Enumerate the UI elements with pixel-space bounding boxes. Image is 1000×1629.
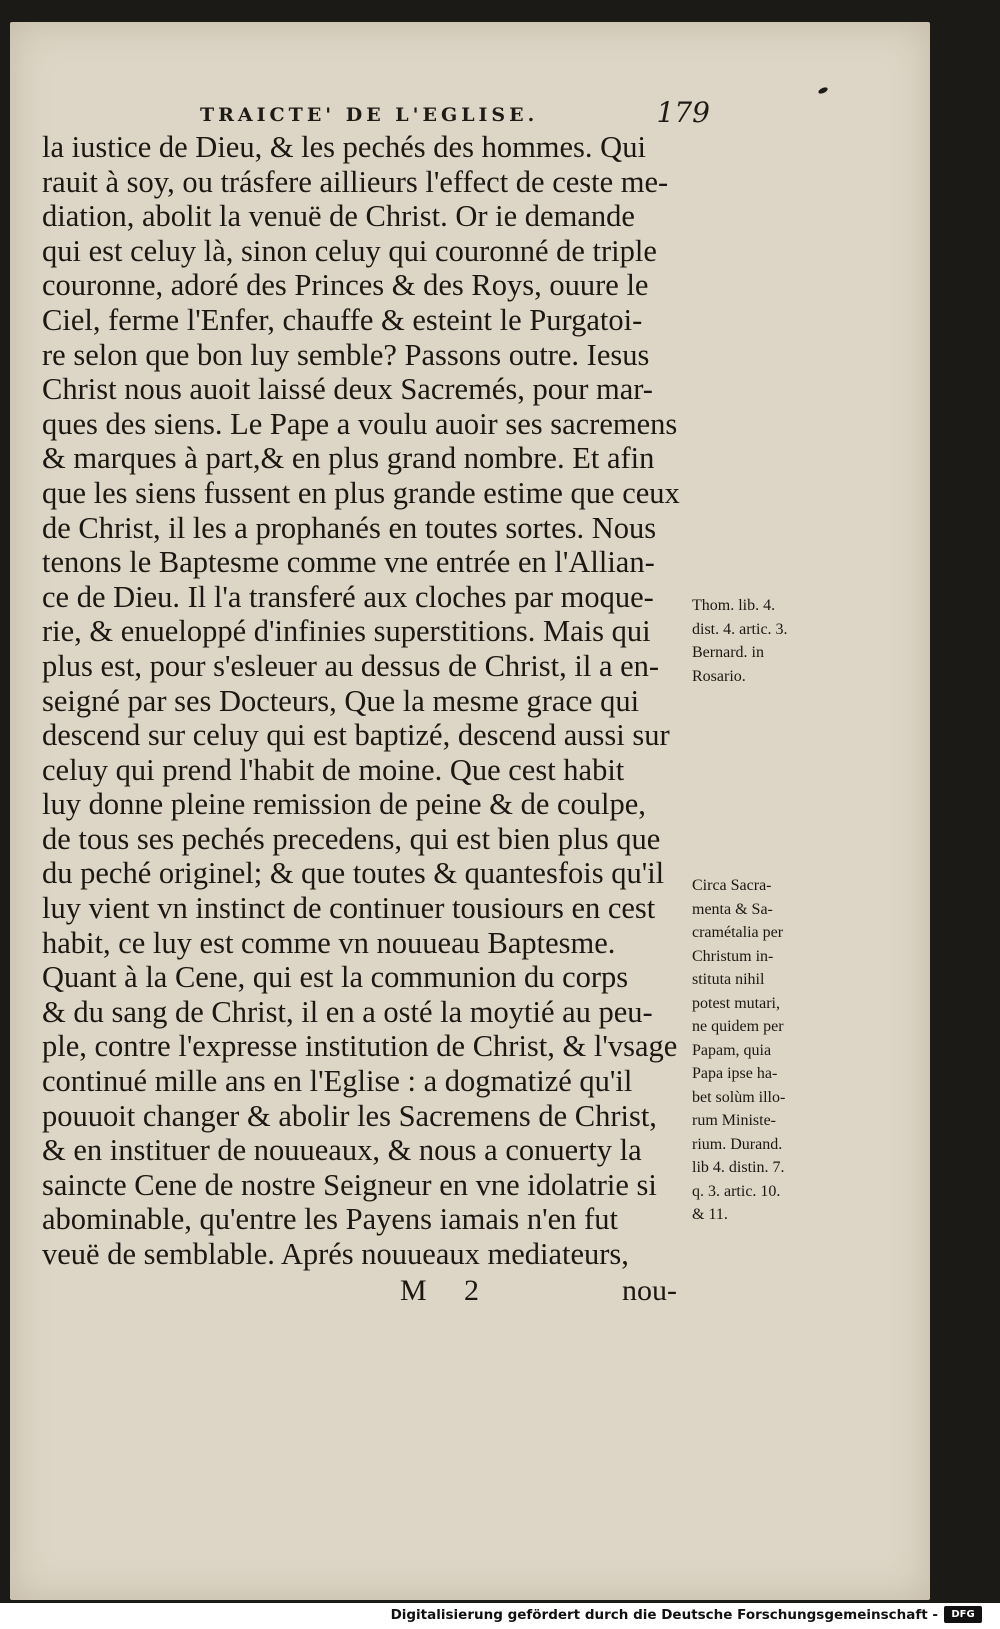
text-line: diation, abolit la venuë de Christ. Or ie demande	[42, 199, 635, 234]
margin-note-sacramenta	[692, 874, 842, 1227]
note-line: bet solùm illo-	[692, 1088, 786, 1106]
margin-note-thomas	[692, 594, 842, 688]
note-line: rium. Durand.	[692, 1135, 783, 1153]
note-line: rum Ministe-	[692, 1112, 776, 1129]
text-line: rauit à soy, ou trásfere aillieurs l'effect de ceste me-	[42, 164, 669, 199]
text-line: ques des siens. Le Pape a voulu auoir ses sacremens	[42, 406, 678, 441]
text-line: continué mille ans en l'Eglise : a dogmatizé qu'il	[42, 1064, 633, 1099]
body-text	[42, 130, 712, 1272]
note-line: dist. 4. artic. 3.	[692, 620, 788, 638]
text-line: de tous ses pechés precedens, qui est bien plus que	[42, 821, 661, 856]
text-line: Ciel, ferme l'Enfer, chauffe & esteint le Purgatoi-	[42, 302, 643, 337]
text-line: qui est celuy là, sinon celuy qui couronné de triple	[42, 233, 657, 268]
page-number: 179	[656, 96, 710, 129]
note-line: stituta nihil	[692, 971, 765, 988]
dfg-logo: DFG	[944, 1606, 982, 1623]
note-line: Papam, quia	[692, 1041, 772, 1059]
text-line: tenons le Baptesme comme vne entrée en l'Allian-	[42, 545, 655, 580]
text-line: ple, contre l'expresse institution de Christ, & l'vsage	[42, 1029, 678, 1064]
note-line: menta & Sa-	[692, 900, 773, 918]
running-head-title: TRAICTE' DE L'EGLISE.	[200, 104, 539, 126]
text-line: & du sang de Christ, il en a osté la moytié au peu-	[42, 994, 653, 1029]
text-line: re selon que bon luy semble? Passons outre. Iesus	[42, 337, 650, 372]
text-line: celuy qui prend l'habit de moine. Que cest habit	[42, 752, 625, 787]
signature-number: 2	[464, 1274, 479, 1307]
text-line: rie, & enueloppé d'infinies superstitions. Mais qui	[42, 614, 651, 649]
note-line: potest mutari,	[692, 994, 780, 1012]
note-line: ne quidem per	[692, 1018, 784, 1035]
text-line: saincte Cene de nostre Seigneur en vne idolatrie si	[42, 1167, 657, 1202]
note-line: Thom. lib. 4.	[692, 597, 776, 614]
text-line: descend sur celuy qui est baptizé, descend aussi sur	[42, 718, 670, 753]
note-line: Papa ipse ha-	[692, 1065, 778, 1082]
note-line: Bernard. in	[692, 644, 764, 661]
note-line: Christum in-	[692, 947, 774, 965]
note-line: Circa Sacra-	[692, 877, 772, 894]
text-line: de Christ, il les a prophanés en toutes sortes. Nous	[42, 510, 657, 545]
text-line: Quant à la Cene, qui est la communion du corps	[42, 960, 629, 995]
footer-credit: Digitalisierung gefördert durch die Deutsche Forschungsgemeinschaft -	[390, 1607, 938, 1623]
text-line: abominable, qu'entre les Payens iamais n'en fut	[42, 1202, 618, 1237]
text-line: luy vient vn instinct de continuer tousiours en cest	[42, 891, 656, 926]
note-line: cramétalia per	[692, 924, 784, 941]
note-line: & 11.	[692, 1206, 728, 1223]
text-line: que les siens fussent en plus grande estime que ceux	[42, 475, 680, 510]
note-line: lib 4. distin. 7.	[692, 1159, 785, 1176]
text-line: pouuoit changer & abolir les Sacremens de Christ,	[42, 1098, 657, 1133]
catchword: nou-	[622, 1274, 677, 1307]
text-line: seigné par ses Docteurs, Que la mesme grace qui	[42, 683, 640, 718]
page-footer-signature	[400, 1274, 700, 1314]
note-line: Rosario.	[692, 667, 746, 685]
text-line: habit, ce luy est comme vn nouueau Baptesme.	[42, 925, 616, 960]
running-head	[200, 96, 720, 130]
text-line: & en instituer de nouueaux, & nous a conuerty la	[42, 1133, 642, 1168]
text-line: plus est, pour s'esleuer au dessus de Christ, il a en-	[42, 648, 660, 683]
text-line: luy donne pleine remission de peine & de coulpe,	[42, 787, 646, 822]
text-line: la iustice de Dieu, & les pechés des hommes. Qui	[42, 130, 646, 164]
text-line: couronne, adoré des Princes & des Roys, ouure le	[42, 268, 649, 303]
digitization-footer	[0, 1603, 1000, 1629]
text-line: Christ nous auoit laissé deux Sacremés, pour mar-	[42, 372, 653, 407]
text-line: veuë de semblable. Aprés nouueaux mediateurs,	[42, 1237, 629, 1271]
note-line: q. 3. artic. 10.	[692, 1182, 781, 1200]
text-line: & marques à part,& en plus grand nombre. Et afin	[42, 441, 655, 476]
text-line: ce de Dieu. Il l'a transferé aux cloches par moque-	[42, 579, 654, 614]
text-line: du peché originel; & que toutes & quantesfois qu'il	[42, 856, 665, 891]
signature-mark: M	[400, 1274, 427, 1307]
